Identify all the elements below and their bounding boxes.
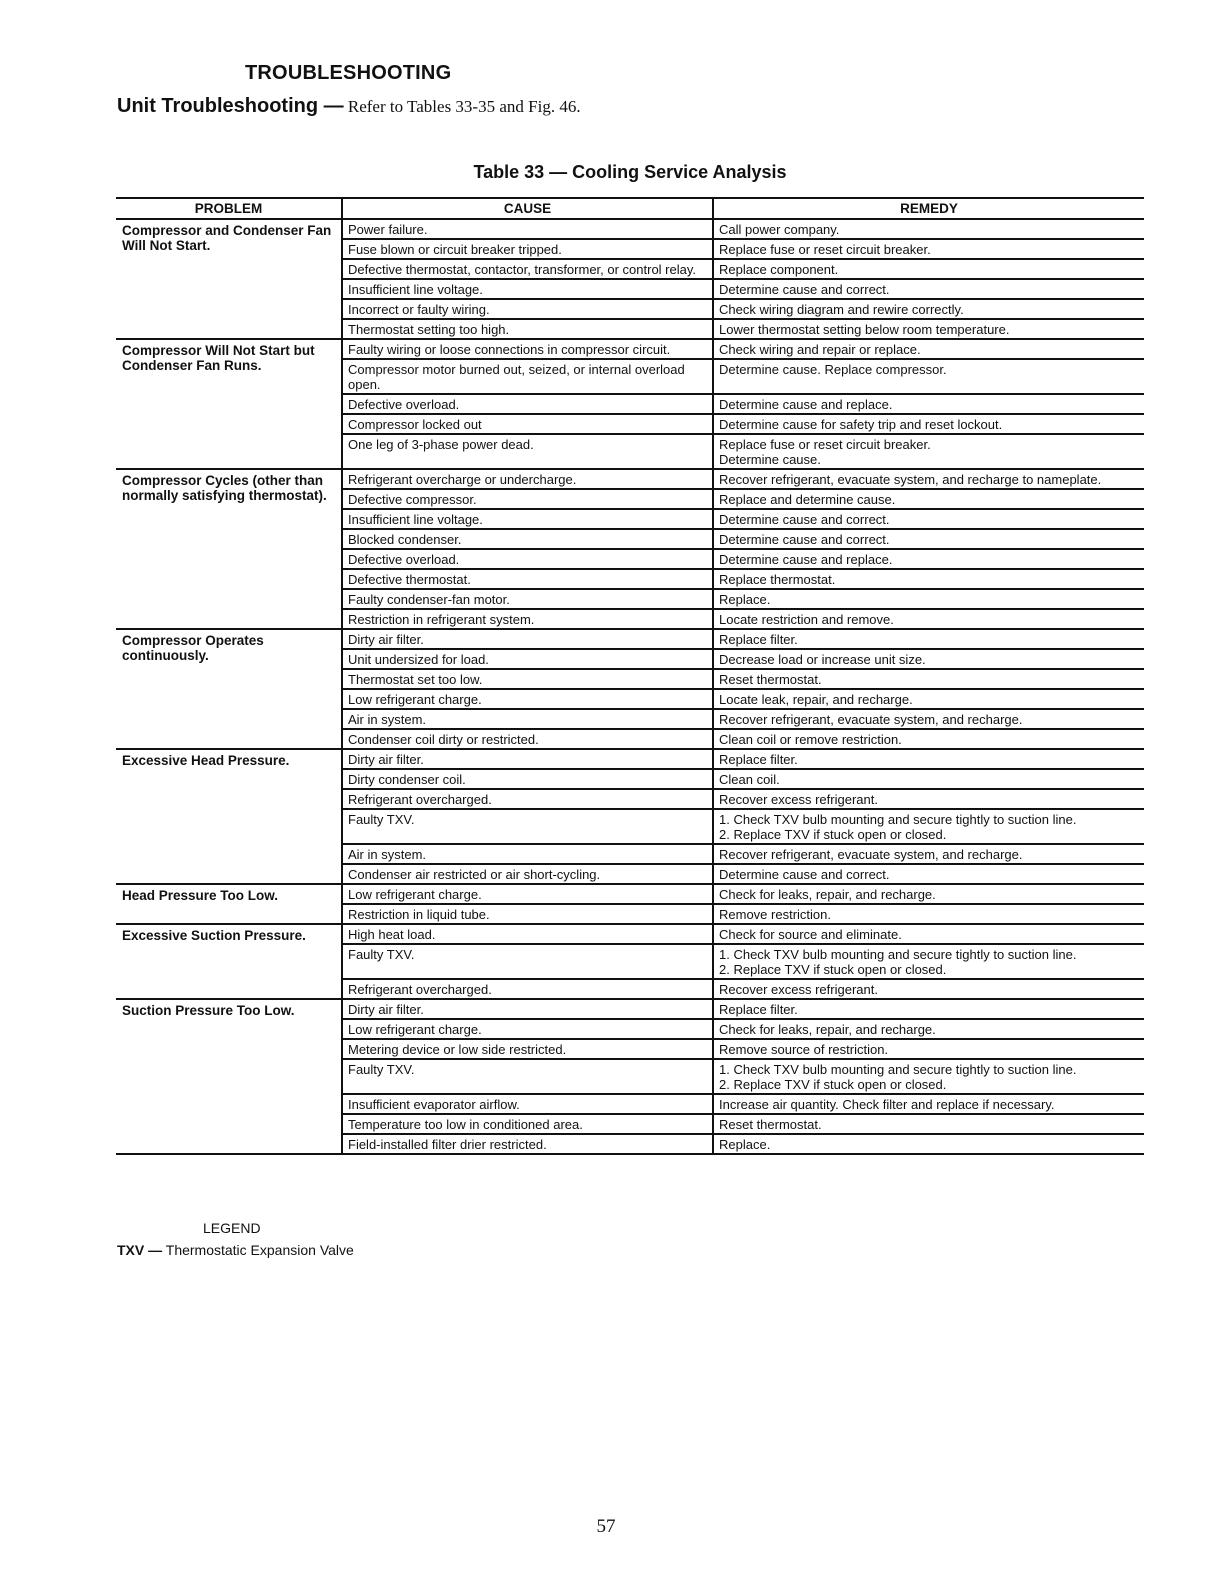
remedy-cell: Determine cause. Replace compressor.: [713, 359, 1144, 394]
cause-cell: Condenser air restricted or air short-cycling.: [342, 864, 713, 884]
remedy-cell: Check wiring and repair or replace.: [713, 339, 1144, 359]
remedy-cell: Replace fuse or reset circuit breaker.: [713, 239, 1144, 259]
cause-cell: Field-installed filter drier restricted.: [342, 1134, 713, 1154]
table-row: [116, 884, 1144, 904]
cause-cell: One leg of 3-phase power dead.: [342, 434, 713, 469]
cause-cell: Restriction in liquid tube.: [342, 904, 713, 924]
cause-cell: Defective thermostat.: [342, 569, 713, 589]
intro-subheading: Unit Troubleshooting —: [117, 95, 344, 117]
cause-cell: Fuse blown or circuit breaker tripped.: [342, 239, 713, 259]
remedy-cell: Determine cause and correct.: [713, 529, 1144, 549]
remedy-cell: Remove restriction.: [713, 904, 1144, 924]
remedy-cell: Replace component.: [713, 259, 1144, 279]
cause-cell: Incorrect or faulty wiring.: [342, 299, 713, 319]
problem-group: [116, 999, 1144, 1154]
remedy-cell: Check for leaks, repair, and recharge.: [713, 1019, 1144, 1039]
remedy-cell: Remove source of restriction.: [713, 1039, 1144, 1059]
problem-cell: Compressor Will Not Start but Condenser Fan Runs.: [116, 339, 342, 469]
cause-cell: Air in system.: [342, 844, 713, 864]
remedy-cell: Recover refrigerant, evacuate system, and recharge.: [713, 709, 1144, 729]
cause-cell: Low refrigerant charge.: [342, 884, 713, 904]
problem-cell: Compressor Cycles (other than normally satisfying thermostat).: [116, 469, 342, 629]
problem-group: [116, 339, 1144, 469]
problem-group: [116, 219, 1144, 339]
cause-cell: Dirty air filter.: [342, 629, 713, 649]
intro-paragraph: [117, 96, 617, 118]
problem-cell: Excessive Head Pressure.: [116, 749, 342, 884]
problem-group: [116, 884, 1144, 924]
problem-cell: Excessive Suction Pressure.: [116, 924, 342, 999]
remedy-cell: Replace filter.: [713, 999, 1144, 1019]
cause-cell: Insufficient evaporator airflow.: [342, 1094, 713, 1114]
remedy-cell: Replace and determine cause.: [713, 489, 1144, 509]
table-row: [116, 999, 1144, 1019]
remedy-cell: Check wiring diagram and rewire correctly.: [713, 299, 1144, 319]
cause-cell: Dirty air filter.: [342, 999, 713, 1019]
intro-text: Refer to Tables 33-35 and Fig. 46.: [343, 97, 581, 116]
cause-cell: Defective overload.: [342, 549, 713, 569]
remedy-cell: Recover refrigerant, evacuate system, and recharge to nameplate.: [713, 469, 1144, 489]
header-remedy: REMEDY: [713, 198, 1144, 219]
cause-cell: Dirty air filter.: [342, 749, 713, 769]
cause-cell: Insufficient line voltage.: [342, 509, 713, 529]
remedy-cell: Replace.: [713, 1134, 1144, 1154]
table-row: [116, 469, 1144, 489]
cause-cell: Compressor motor burned out, seized, or internal overload open.: [342, 359, 713, 394]
remedy-cell: Replace.: [713, 589, 1144, 609]
problem-group: [116, 749, 1144, 884]
cause-cell: Refrigerant overcharged.: [342, 789, 713, 809]
legend-title: LEGEND: [203, 1220, 261, 1236]
problem-group: [116, 924, 1144, 999]
cause-cell: Restriction in refrigerant system.: [342, 609, 713, 629]
remedy-cell: Recover refrigerant, evacuate system, and recharge.: [713, 844, 1144, 864]
cause-cell: Condenser coil dirty or restricted.: [342, 729, 713, 749]
remedy-cell: Replace fuse or reset circuit breaker. Determine cause.: [713, 434, 1144, 469]
remedy-cell: Locate restriction and remove.: [713, 609, 1144, 629]
cause-cell: Faulty TXV.: [342, 809, 713, 844]
cause-cell: Defective compressor.: [342, 489, 713, 509]
problem-cell: Compressor and Condenser Fan Will Not Start.: [116, 219, 342, 339]
cause-cell: Insufficient line voltage.: [342, 279, 713, 299]
remedy-cell: Recover excess refrigerant.: [713, 979, 1144, 999]
table-row: [116, 749, 1144, 769]
cause-cell: Faulty wiring or loose connections in compressor circuit.: [342, 339, 713, 359]
problem-group: [116, 469, 1144, 629]
header-problem: PROBLEM: [116, 198, 342, 219]
remedy-cell: Replace filter.: [713, 629, 1144, 649]
remedy-cell: Clean coil or remove restriction.: [713, 729, 1144, 749]
remedy-cell: Determine cause and replace.: [713, 549, 1144, 569]
cause-cell: Defective overload.: [342, 394, 713, 414]
cause-cell: High heat load.: [342, 924, 713, 944]
remedy-cell: Replace thermostat.: [713, 569, 1144, 589]
cause-cell: Blocked condenser.: [342, 529, 713, 549]
cause-cell: Thermostat setting too high.: [342, 319, 713, 339]
problem-cell: Head Pressure Too Low.: [116, 884, 342, 924]
cause-cell: Temperature too low in conditioned area.: [342, 1114, 713, 1134]
cause-cell: Thermostat set too low.: [342, 669, 713, 689]
cause-cell: Refrigerant overcharge or undercharge.: [342, 469, 713, 489]
remedy-cell: Replace filter.: [713, 749, 1144, 769]
table-row: [116, 924, 1144, 944]
problem-group: [116, 629, 1144, 749]
remedy-cell: Check for source and eliminate.: [713, 924, 1144, 944]
remedy-cell: Recover excess refrigerant.: [713, 789, 1144, 809]
cause-cell: Faulty TXV.: [342, 1059, 713, 1094]
cause-cell: Power failure.: [342, 219, 713, 239]
remedy-cell: Decrease load or increase unit size.: [713, 649, 1144, 669]
header-cause: CAUSE: [342, 198, 713, 219]
remedy-cell: Increase air quantity. Check filter and replace if necessary.: [713, 1094, 1144, 1114]
remedy-cell: Determine cause and correct.: [713, 864, 1144, 884]
remedy-cell: Check for leaks, repair, and recharge.: [713, 884, 1144, 904]
remedy-cell: Reset thermostat.: [713, 1114, 1144, 1134]
cause-cell: Dirty condenser coil.: [342, 769, 713, 789]
problem-cell: Compressor Operates continuously.: [116, 629, 342, 749]
remedy-cell: Determine cause and correct.: [713, 279, 1144, 299]
page-number: 57: [596, 1516, 616, 1537]
remedy-cell: Determine cause and correct.: [713, 509, 1144, 529]
table-title: Table 33 — Cooling Service Analysis: [473, 162, 787, 182]
cause-cell: Metering device or low side restricted.: [342, 1039, 713, 1059]
legend-abbreviation: TXV —: [117, 1242, 163, 1258]
remedy-cell: Determine cause for safety trip and reset lockout.: [713, 414, 1144, 434]
cause-cell: Faulty TXV.: [342, 944, 713, 979]
remedy-cell: Clean coil.: [713, 769, 1144, 789]
remedy-cell: 1. Check TXV bulb mounting and secure tightly to suction line. 2. Replace TXV if stuck open or closed.: [713, 809, 1144, 844]
remedy-cell: 1. Check TXV bulb mounting and secure tightly to suction line. 2. Replace TXV if stuck open or closed.: [713, 1059, 1144, 1094]
cause-cell: Defective thermostat, contactor, transformer, or control relay.: [342, 259, 713, 279]
table-row: [116, 339, 1144, 359]
problem-cell: Suction Pressure Too Low.: [116, 999, 342, 1154]
cause-cell: Low refrigerant charge.: [342, 1019, 713, 1039]
remedy-cell: Call power company.: [713, 219, 1144, 239]
remedy-cell: 1. Check TXV bulb mounting and secure tightly to suction line. 2. Replace TXV if stuck open or closed.: [713, 944, 1144, 979]
table-row: [116, 219, 1144, 239]
cause-cell: Low refrigerant charge.: [342, 689, 713, 709]
cause-cell: Refrigerant overcharged.: [342, 979, 713, 999]
cooling-service-analysis-table: [116, 197, 1144, 1155]
remedy-cell: Lower thermostat setting below room temperature.: [713, 319, 1144, 339]
legend-entry: [117, 1242, 354, 1258]
legend-definition: Thermostatic Expansion Valve: [162, 1242, 354, 1258]
remedy-cell: Locate leak, repair, and recharge.: [713, 689, 1144, 709]
cause-cell: Unit undersized for load.: [342, 649, 713, 669]
table-row: [116, 629, 1144, 649]
cause-cell: Compressor locked out: [342, 414, 713, 434]
table-header-row: [116, 198, 1144, 219]
remedy-cell: Reset thermostat.: [713, 669, 1144, 689]
cause-cell: Air in system.: [342, 709, 713, 729]
cause-cell: Faulty condenser-fan motor.: [342, 589, 713, 609]
section-heading: TROUBLESHOOTING: [245, 62, 452, 84]
remedy-cell: Determine cause and replace.: [713, 394, 1144, 414]
